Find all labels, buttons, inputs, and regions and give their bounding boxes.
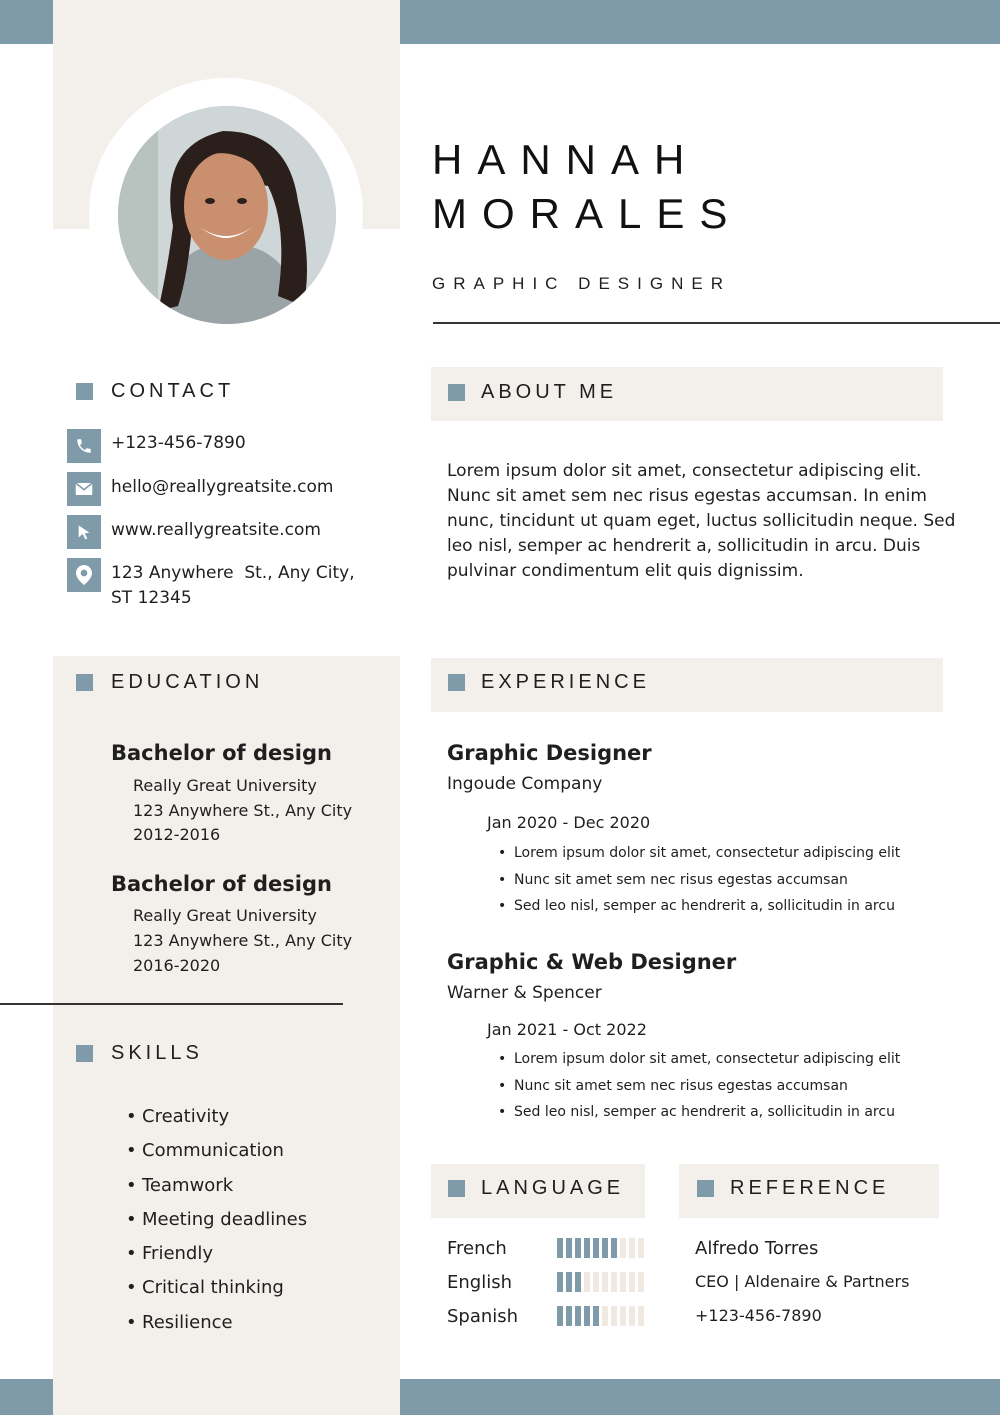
about-line: Nunc sit amet sem nec risus egestas accumsan. In enim [447, 486, 927, 506]
top-left-band [0, 0, 53, 44]
language-name: English [447, 1272, 512, 1293]
reference-heading: REFERENCE [730, 1177, 890, 1199]
skill-item: • Resilience [126, 1306, 307, 1340]
contact-phone: +123-456-7890 [111, 433, 246, 453]
location-pin-icon [67, 558, 101, 592]
avatar [118, 106, 336, 324]
language-level-segment [629, 1306, 635, 1326]
language-level-segment [602, 1238, 608, 1258]
language-heading: LANGUAGE [481, 1177, 625, 1199]
about-line: Lorem ipsum dolor sit amet, consectetur adipiscing elit. [447, 461, 922, 481]
experience-heading: EXPERIENCE [481, 671, 650, 693]
language-level-segment [557, 1272, 563, 1292]
experience-bullet: • Nunc sit amet sem nec risus egestas accumsan [498, 867, 900, 894]
language-level-segment [557, 1306, 563, 1326]
experience-bullet: • Lorem ipsum dolor sit amet, consectetur adipiscing elit [498, 1046, 900, 1073]
skills-heading-marker [76, 1045, 93, 1062]
language-level-segment [566, 1238, 572, 1258]
language-name: Spanish [447, 1306, 519, 1327]
contact-heading: CONTACT [111, 380, 235, 402]
title-divider [433, 322, 1000, 324]
experience-bullet: • Sed leo nisl, semper ac hendrerit a, sollicitudin in arcu [498, 1099, 900, 1126]
contact-address-line2: ST 12345 [111, 588, 192, 608]
contact-heading-marker [76, 383, 93, 400]
education-address: 123 Anywhere St., Any City [133, 931, 353, 950]
education-school: Really Great University [133, 776, 317, 795]
language-level-segment [620, 1238, 626, 1258]
education-heading: EDUCATION [111, 671, 264, 693]
education-degree: Bachelor of design [111, 741, 332, 765]
education-degree: Bachelor of design [111, 872, 332, 896]
language-heading-marker [448, 1180, 465, 1197]
education-heading-marker [76, 674, 93, 691]
language-level-segment [629, 1272, 635, 1292]
language-level-segment [611, 1272, 617, 1292]
language-level-segment [593, 1306, 599, 1326]
skill-item: • Creativity [126, 1100, 307, 1134]
about-line: leo nisl, semper ac hendrerit a, sollicitudin in arcu. Duis [447, 536, 921, 556]
language-level-segment [638, 1272, 644, 1292]
skills-list [126, 1100, 307, 1340]
language-level-segment [602, 1306, 608, 1326]
language-level-segment [584, 1238, 590, 1258]
about-line: pulvinar condimentum elit quis dignissim. [447, 561, 804, 581]
experience-bullet: • Lorem ipsum dolor sit amet, consectetur adipiscing elit [498, 840, 900, 867]
bottom-right-band [400, 1379, 1000, 1415]
skill-item: • Teamwork [126, 1169, 307, 1203]
cursor-icon [67, 515, 101, 549]
reference-position: CEO | Aldenaire & Partners [695, 1272, 910, 1291]
experience-dates: Jan 2021 - Oct 2022 [487, 1020, 647, 1039]
language-level-bar [557, 1306, 644, 1326]
language-level-segment [584, 1272, 590, 1292]
language-level-segment [620, 1272, 626, 1292]
skill-item: • Meeting deadlines [126, 1203, 307, 1237]
language-level-segment [611, 1238, 617, 1258]
portrait-photo [118, 106, 336, 324]
reference-phone: +123-456-7890 [695, 1306, 822, 1325]
language-name: French [447, 1238, 507, 1259]
top-right-band [400, 0, 1000, 44]
last-name: MORALES [432, 190, 743, 237]
job-title: GRAPHIC DESIGNER [432, 274, 731, 293]
language-level-bar [557, 1272, 644, 1292]
language-level-segment [602, 1272, 608, 1292]
language-level-segment [575, 1306, 581, 1326]
language-level-segment [566, 1306, 572, 1326]
experience-bullets [498, 840, 900, 920]
experience-bullet: • Nunc sit amet sem nec risus egestas accumsan [498, 1073, 900, 1100]
language-level-segment [638, 1238, 644, 1258]
language-level-segment [593, 1238, 599, 1258]
language-level-segment [611, 1306, 617, 1326]
experience-bullet: • Sed leo nisl, semper ac hendrerit a, sollicitudin in arcu [498, 893, 900, 920]
language-level-segment [575, 1238, 581, 1258]
language-level-segment [557, 1238, 563, 1258]
skill-item: • Communication [126, 1134, 307, 1168]
bottom-left-band [0, 1379, 53, 1415]
skills-heading: SKILLS [111, 1042, 203, 1064]
experience-role: Graphic Designer [447, 741, 652, 765]
contact-email: hello@reallygreatsite.com [111, 477, 334, 497]
experience-role: Graphic & Web Designer [447, 950, 737, 974]
language-level-segment [566, 1272, 572, 1292]
skill-item: • Critical thinking [126, 1271, 307, 1305]
contact-website: www.reallygreatsite.com [111, 520, 321, 540]
language-level-bar [557, 1238, 644, 1258]
about-text [447, 459, 955, 584]
language-level-segment [638, 1306, 644, 1326]
experience-dates: Jan 2020 - Dec 2020 [487, 813, 651, 832]
experience-company: Warner & Spencer [447, 983, 602, 1003]
education-divider [0, 1003, 343, 1005]
contact-address-line1: 123 Anywhere St., Any City, [111, 563, 355, 583]
skill-item: • Friendly [126, 1237, 307, 1271]
email-icon [67, 472, 101, 506]
experience-heading-marker [448, 674, 465, 691]
reference-name: Alfredo Torres [695, 1238, 819, 1259]
language-level-segment [629, 1238, 635, 1258]
education-school: Really Great University [133, 906, 317, 925]
education-years: 2016-2020 [133, 956, 221, 975]
language-level-segment [593, 1272, 599, 1292]
about-line: nunc, tincidunt ut quam eget, luctus sollicitudin neque. Sed [447, 511, 956, 531]
language-level-segment [575, 1272, 581, 1292]
experience-bullets [498, 1046, 900, 1126]
about-heading-marker [448, 384, 465, 401]
reference-heading-marker [697, 1180, 714, 1197]
language-level-segment [620, 1306, 626, 1326]
about-heading: ABOUT ME [481, 381, 618, 403]
phone-icon [67, 429, 101, 463]
education-address: 123 Anywhere St., Any City [133, 801, 353, 820]
first-name: HANNAH [432, 136, 700, 183]
experience-company: Ingoude Company [447, 774, 603, 794]
language-level-segment [584, 1306, 590, 1326]
education-years: 2012-2016 [133, 825, 221, 844]
